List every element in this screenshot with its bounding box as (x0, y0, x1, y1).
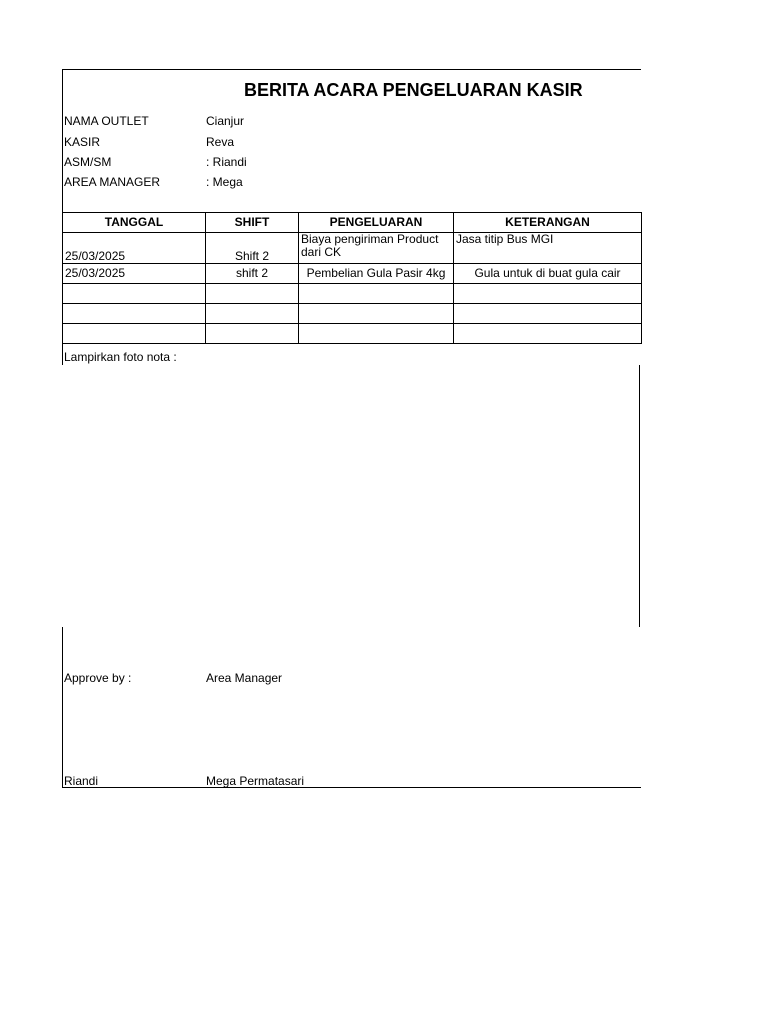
cell-empty (63, 304, 206, 324)
cell-keterangan: Gula untuk di buat gula cair (454, 264, 642, 284)
table-row-empty (63, 304, 642, 324)
info-label-asm: ASM/SM (64, 155, 112, 169)
attachment-label: Lampirkan foto nota : (64, 350, 177, 364)
cell-empty (63, 284, 206, 304)
cell-shift: shift 2 (206, 264, 299, 284)
info-label-area-manager: AREA MANAGER (64, 175, 161, 189)
cell-pengeluaran: Pembelian Gula Pasir 4kg (299, 264, 454, 284)
cell-keterangan: Jasa titip Bus MGI (454, 233, 642, 264)
info-value-asm: : Riandi (206, 155, 247, 169)
frame-bottom-border (62, 787, 641, 788)
header-keterangan: KETERANGAN (454, 213, 642, 233)
cell-empty (206, 304, 299, 324)
header-pengeluaran: PENGELUARAN (299, 213, 454, 233)
table-header-row (63, 213, 642, 233)
cell-tanggal: 25/03/2025 (63, 233, 206, 264)
table-row (63, 233, 642, 264)
cell-shift: Shift 2 (206, 233, 299, 264)
info-label-kasir: KASIR (64, 135, 101, 149)
approver-role: Area Manager (206, 671, 283, 685)
cell-empty (454, 304, 642, 324)
info-label-outlet: NAMA OUTLET (64, 114, 149, 128)
cell-tanggal: 25/03/2025 (63, 264, 206, 284)
cell-empty (454, 324, 642, 344)
cell-empty (299, 284, 454, 304)
frame-top-border (62, 69, 641, 70)
document-title: BERITA ACARA PENGELUARAN KASIR (244, 80, 583, 100)
cell-empty (299, 324, 454, 344)
signer-left-name: Riandi (64, 774, 99, 788)
table-row-empty (63, 324, 642, 344)
table-row (63, 264, 642, 284)
header-shift: SHIFT (206, 213, 299, 233)
info-value-area-manager: : Mega (206, 175, 243, 189)
cell-empty (63, 324, 206, 344)
cell-empty (454, 284, 642, 304)
approve-label: Approve by : (64, 671, 132, 685)
cell-pengeluaran: Biaya pengiriman Product dari CK (299, 233, 454, 264)
signer-right-name: Mega Permatasari (206, 774, 305, 788)
cell-empty (299, 304, 454, 324)
info-value-kasir: Reva (206, 135, 235, 149)
header-tanggal: TANGGAL (63, 213, 206, 233)
info-value-outlet: Cianjur (206, 114, 245, 128)
frame-left-border-lower (62, 627, 63, 788)
frame-right-border-mid (639, 365, 640, 627)
cell-empty (206, 324, 299, 344)
table-row-empty (63, 284, 642, 304)
cell-empty (206, 284, 299, 304)
expense-table (62, 212, 642, 344)
